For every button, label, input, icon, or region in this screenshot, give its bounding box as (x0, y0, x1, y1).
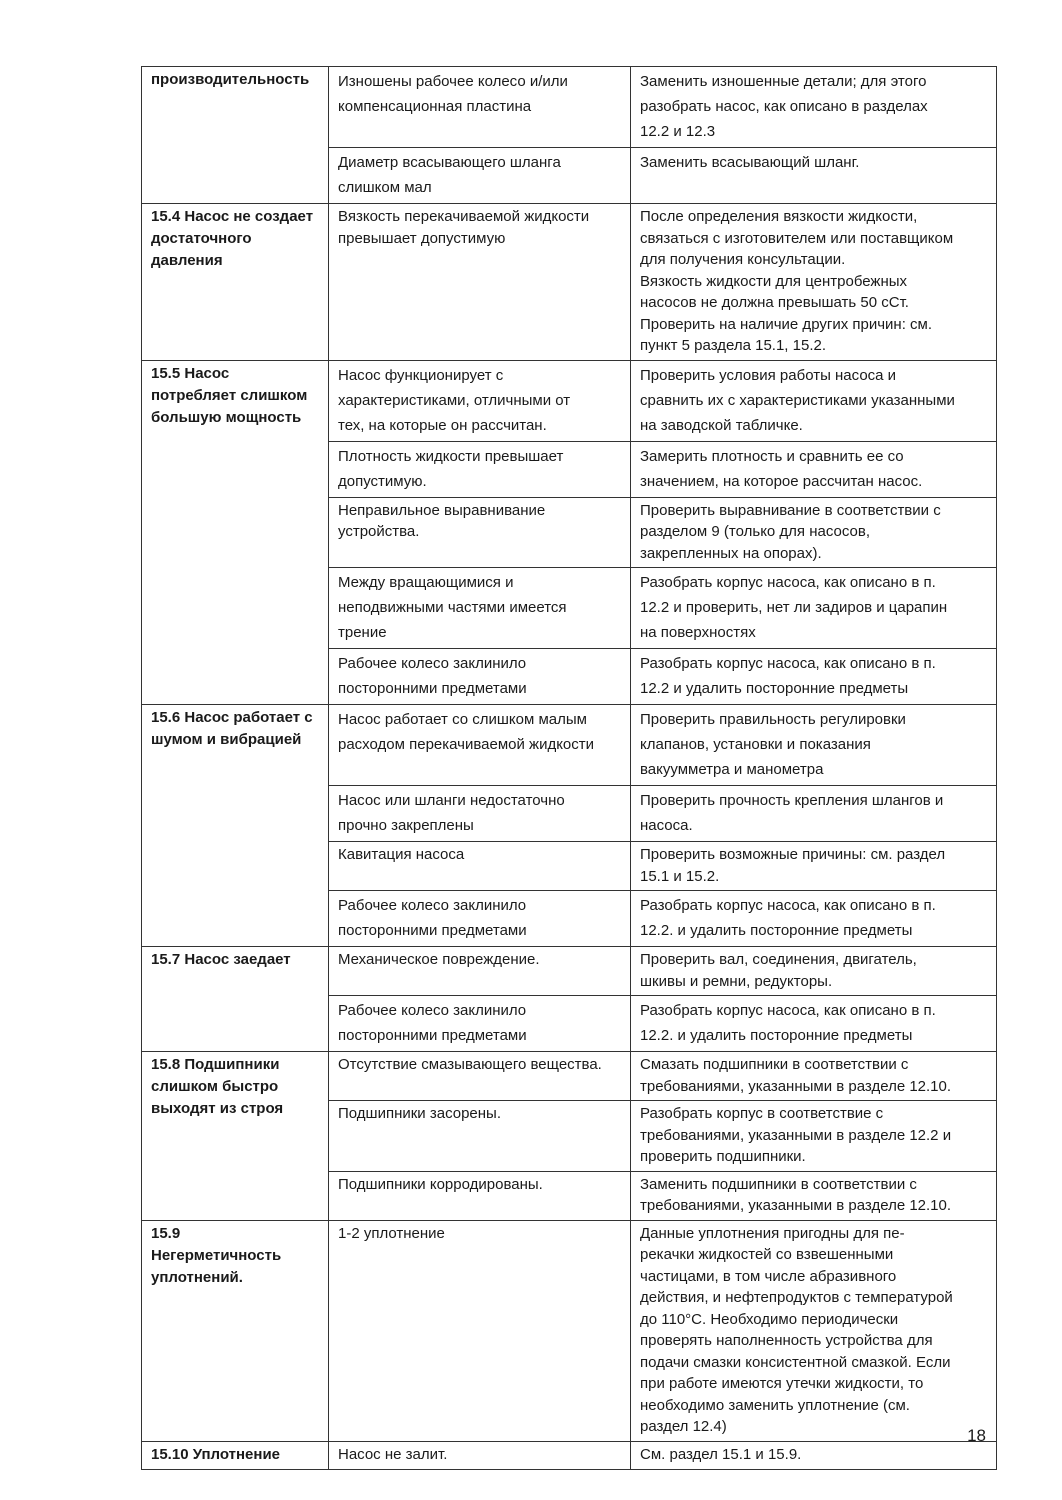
remedy-cell: Заменить изношенные детали; для этого разобрать насос, как описано в разделах 12.2 и 12.3 (631, 67, 997, 148)
cause-cell: Диаметр всасывающего шланга слишком мал (329, 148, 631, 204)
cause-cell: Насос функционирует с характеристиками, отличными от тех, на которые он рассчитан. (329, 360, 631, 441)
cause-cell: Неправильное выравнивание устройства. (329, 497, 631, 568)
table-row (142, 204, 997, 361)
cause-cell: Отсутствие смазывающего вещества. (329, 1052, 631, 1101)
remedy-cell: Разобрать корпус в соответствие с требованиями, указанными в разделе 12.2 и проверить подшипники. (631, 1101, 997, 1172)
problem-cell: 15.5 Насос потребляет слишком большую мощность (142, 360, 329, 705)
cause-cell: Вязкость перекачиваемой жидкости превышает допустимую (329, 204, 631, 361)
table-row (142, 705, 997, 786)
remedy-cell: Разобрать корпус насоса, как описано в п. 12.2. и удалить посторонние предметы (631, 996, 997, 1052)
remedy-cell: Проверить правильность регулировки клапанов, установки и показания вакуумметра и манометра (631, 705, 997, 786)
cause-cell: Подшипники корродированы. (329, 1171, 631, 1220)
remedy-cell: Разобрать корпус насоса, как описано в п. 12.2 и удалить посторонние предметы (631, 649, 997, 705)
table-row (142, 1220, 997, 1441)
cause-cell: Рабочее колесо заклинило посторонними предметами (329, 891, 631, 947)
remedy-cell: Проверить выравнивание в соответствии с разделом 9 (только для насосов, закрепленных на опорах). (631, 497, 997, 568)
remedy-cell: Смазать подшипники в соответствии с требованиями, указанными в разделе 12.10. (631, 1052, 997, 1101)
cause-cell: Рабочее колесо заклинило посторонними предметами (329, 996, 631, 1052)
cause-cell: Механическое повреждение. (329, 947, 631, 996)
cause-cell: Между вращающимися и неподвижными частями имеется трение (329, 568, 631, 649)
remedy-cell: Замерить плотность и сравнить ее со значением, на которое рассчитан насос. (631, 441, 997, 497)
cause-cell: Кавитация насоса (329, 842, 631, 891)
table-row (142, 67, 997, 148)
problem-cell: 15.6 Насос работает с шумом и вибрацией (142, 705, 329, 947)
problem-cell: 15.7 Насос заедает (142, 947, 329, 1052)
table-row (142, 1441, 997, 1469)
remedy-cell: Заменить всасывающий шланг. (631, 148, 997, 204)
remedy-cell: См. раздел 15.1 и 15.9. (631, 1441, 997, 1469)
remedy-cell: Разобрать корпус насоса, как описано в п. 12.2. и удалить посторонние предметы (631, 891, 997, 947)
page-number: 18 (967, 1426, 986, 1445)
cause-cell: 1-2 уплотнение (329, 1220, 631, 1441)
table-row (142, 360, 997, 441)
remedy-cell: Заменить подшипники в соответствии с требованиями, указанными в разделе 12.10. (631, 1171, 997, 1220)
cause-cell: Насос не залит. (329, 1441, 631, 1469)
remedy-cell: Проверить прочность крепления шлангов и насоса. (631, 786, 997, 842)
problem-cell: 15.10 Уплотнение (142, 1441, 329, 1469)
cause-cell: Плотность жидкости превышает допустимую. (329, 441, 631, 497)
cause-cell: Насос работает со слишком малым расходом перекачиваемой жидкости (329, 705, 631, 786)
remedy-cell: После определения вязкости жидкости, связаться с изготовителем или поставщиком для получения консультации. Вязкость жидкости для центробежных насосов не должна превышать 50 сСт. Проверить на наличие других причин: см. пункт 5 раздела 15.1, 15.2. (631, 204, 997, 361)
troubleshooting-table (141, 66, 997, 1470)
table-row (142, 947, 997, 996)
cause-cell: Рабочее колесо заклинило посторонними предметами (329, 649, 631, 705)
remedy-cell: Данные уплотнения пригодны для пе- рекачки жидкостей со взвешенными частицами, в том числе абразивного действия, и нефтепродуктов с температурой до 110°С. Необходимо периодически проверять наполненность устройства для подачи смазки консистентной смазкой. Если при работе имеются утечки жидкости, то необходимо заменить уплотнение (см. раздел 12.4) (631, 1220, 997, 1441)
problem-cell: 15.9 Негерметичность уплотнений. (142, 1220, 329, 1441)
remedy-cell: Проверить вал, соединения, двигатель, шкивы и ремни, редукторы. (631, 947, 997, 996)
problem-cell: производительность (142, 67, 329, 204)
problem-cell: 15.4 Насос не создает достаточного давления (142, 204, 329, 361)
remedy-cell: Разобрать корпус насоса, как описано в п. 12.2 и проверить, нет ли задиров и царапин на поверхностях (631, 568, 997, 649)
problem-cell: 15.8 Подшипники слишком быстро выходят из строя (142, 1052, 329, 1221)
cause-cell: Насос или шланги недостаточно прочно закреплены (329, 786, 631, 842)
remedy-cell: Проверить условия работы насоса и сравнить их с характеристиками указанными на заводской табличке. (631, 360, 997, 441)
remedy-cell: Проверить возможные причины: см. раздел 15.1 и 15.2. (631, 842, 997, 891)
cause-cell: Изношены рабочее колесо и/или компенсационная пластина (329, 67, 631, 148)
troubleshooting-table-body (142, 67, 997, 1470)
table-row (142, 1052, 997, 1101)
cause-cell: Подшипники засорены. (329, 1101, 631, 1172)
